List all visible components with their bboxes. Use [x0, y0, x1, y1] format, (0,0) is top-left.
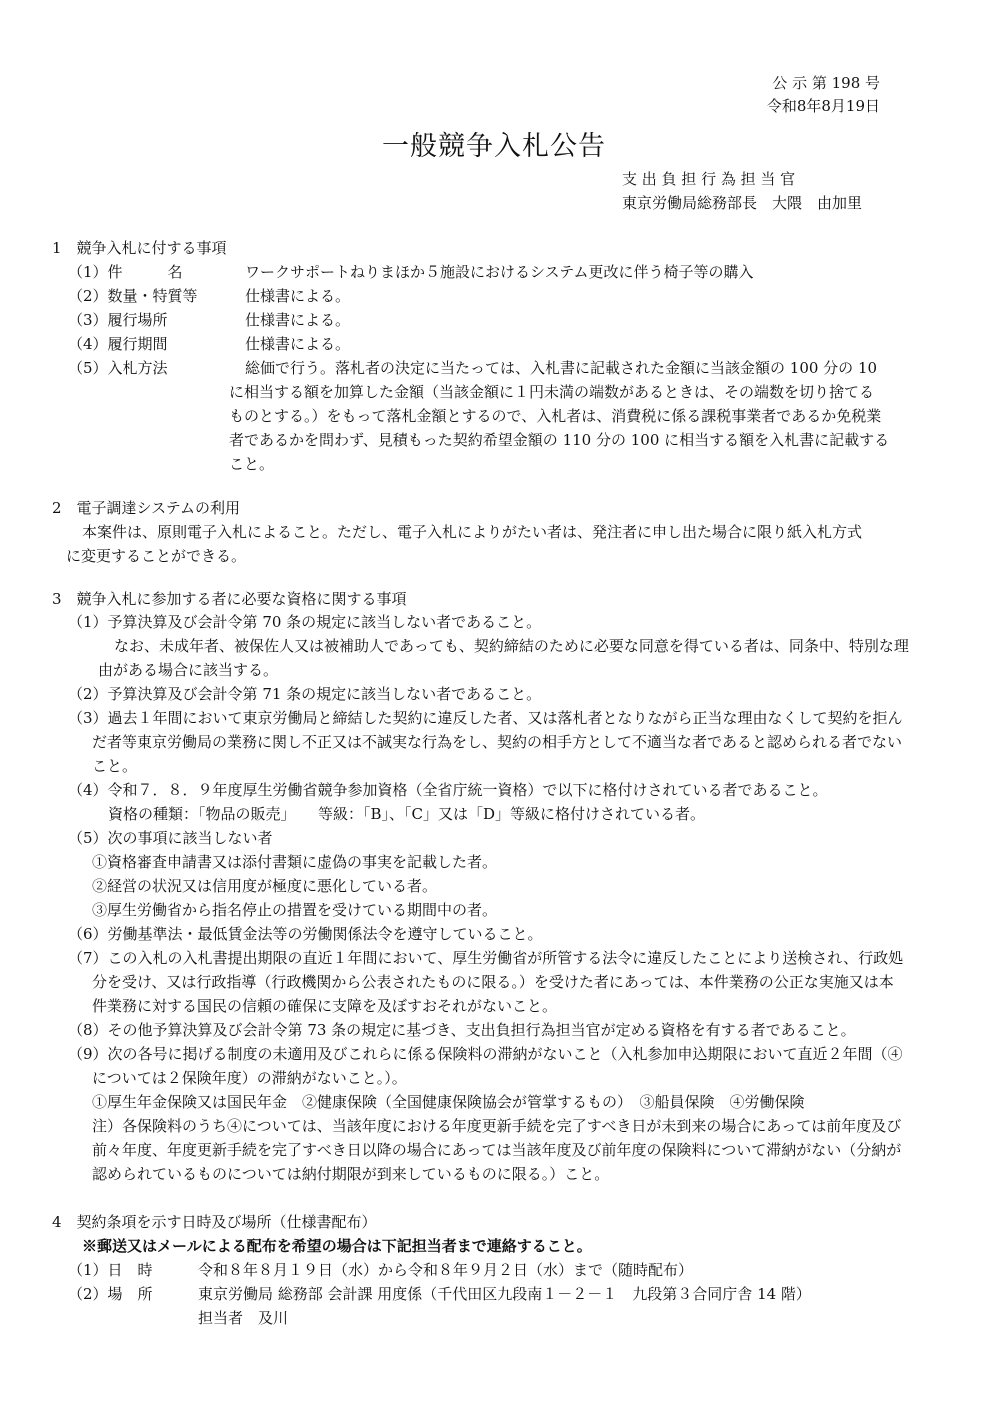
body-line: （1）予算決算及び会計令第 70 条の規定に該当しない者であること。: [68, 613, 542, 631]
body-line: ①厚生年金保険又は国民年金 ②健康保険（全国健康保険協会が管掌するもの） ③船員保険 ④労働保険: [92, 1093, 805, 1111]
date-label: （1）日 時: [68, 1261, 153, 1279]
body-line: 注）各保険料のうち④については、当該年度における年度更新手続を完了すべき日が未到来の場合にあっては前年度及び: [92, 1117, 902, 1135]
item-label: （5）入札方法: [68, 359, 168, 377]
body-line: （3）過去１年間において東京労働局と締結した契約に違反した者、又は落札者となりながら正当な理由なくして契約を拒ん: [68, 709, 903, 727]
notice-date: 令和8年8月19日: [766, 97, 880, 115]
page-title: 一般競争入札公告: [382, 131, 606, 162]
body-line: なお、未成年者、被保佐人又は被補助人であっても、契約締結のために必要な同意を得ている者は、同条中、特別な理: [114, 637, 909, 655]
body-line: ①資格審査申請書又は添付書類に虚偽の事実を記載した者。: [92, 853, 498, 871]
body-line: （6）労働基準法・最低賃金法等の労働関係法令を遵守していること。: [68, 925, 543, 943]
date-text: 令和８年８月１９日（水）から令和８年９月２日（水）まで（随時配布）: [198, 1261, 694, 1279]
item-text: 仕様書による。: [245, 335, 351, 353]
item-label: （3）履行場所: [68, 311, 168, 329]
body-line: （4）令和７．８．９年度厚生労働省競争参加資格（全省庁統一資格）で以下に格付けされている者であること。: [68, 781, 828, 799]
body-line: （2）予算決算及び会計令第 71 条の規定に該当しない者であること。: [68, 685, 542, 703]
method-line: 者であるかを問わず、見積もった契約希望金額の 110 分の 100 に相当する額を入札書に記載する: [229, 431, 890, 449]
body-line: 認められているものについては納付期限が到来しているものに限る。）こと。: [92, 1165, 610, 1183]
body-line: については２保険年度）の滞納がないこと。）。: [92, 1069, 407, 1087]
body-line: （5）次の事項に該当しない者: [68, 829, 273, 847]
body-line: 分を受け、又は行政指導（行政機関から公表されたものに限る。）を受けた者にあっては、本件業務の公正な実施又は本: [92, 973, 894, 991]
method-line: こと。: [229, 455, 275, 473]
item-text: 仕様書による。: [245, 311, 351, 329]
contact-person: 担当者 及川: [198, 1309, 289, 1327]
body-line: こと。: [92, 757, 138, 775]
body-line: だ者等東京労働局の業務に関し不正又は不誠実な行為をし、契約の相手方として不適当な者であると認められる者でない: [92, 733, 903, 751]
item-label: （4）履行期間: [68, 335, 168, 353]
body-line: （9）次の各号に掲げる制度の未適用及びこれらに係る保険料の滞納がないこと（入札参加申込期限において直近２年間（④: [68, 1045, 903, 1063]
section-3-heading: 3 競争入札に参加する者に必要な資格に関する事項: [52, 590, 407, 608]
body-line: 由がある場合に該当する。: [98, 661, 279, 679]
method-line: ものとする。）をもって落札金額とするので、入札者は、消費税に係る課税事業者であるか免税業: [229, 407, 882, 425]
section-2-heading: 2 電子調達システムの利用: [52, 499, 241, 517]
body-line: ③厚生労働省から指名停止の措置を受けている期間中の者。: [92, 901, 498, 919]
notice-number: 公 示 第 198 号: [772, 74, 880, 92]
item-text: 仕様書による。: [245, 287, 351, 305]
body-line: 前々年度、年度更新手続を完了すべき日以降の場合にあっては当該年度及び前年度の保険料について滞納がない（分納が: [92, 1141, 902, 1159]
body-line: （7）この入札の入札書提出期限の直近１年間において、厚生労働省が所管する法令に違反したことにより送検され、行政処: [68, 949, 904, 967]
item-text: 総価で行う。落札者の決定に当たっては、入札書に記載された金額に当該金額の 100 分の 10: [245, 359, 878, 377]
place-label: （2）場 所: [68, 1285, 153, 1303]
item-label: （2）数量・特質等: [68, 287, 198, 305]
delivery-note: ※郵送又はメールによる配布を希望の場合は下記担当者まで連絡すること。: [82, 1237, 592, 1255]
section-4-heading: 4 契約条項を示す日時及び場所（仕様書配布）: [52, 1213, 377, 1231]
method-line: に相当する額を加算した金額（当該金額に１円未満の端数があるときは、その端数を切り捨てる: [229, 383, 875, 401]
body-line: 本案件は、原則電子入札によること。ただし、電子入札によりがたい者は、発注者に申し出た場合に限り紙入札方式: [82, 523, 863, 541]
body-line: ②経営の状況又は信用度が極度に悪化している者。: [92, 877, 438, 895]
section-1-heading: 1 競争入札に付する事項: [52, 239, 227, 257]
body-line: に変更することができる。: [66, 547, 247, 565]
issuer-role: 支 出 負 担 行 為 担 当 官: [622, 170, 796, 188]
body-line: 件業務に対する国民の信頼の確保に支障を及ぼすおそれがないこと。: [92, 997, 558, 1015]
body-line: （8）その他予算決算及び会計令第 73 条の規定に基づき、支出負担行為担当官が定める資格を有する者であること。: [68, 1021, 856, 1039]
body-line: 資格の種類：「物品の販売」 等級：「B」、「C」又は「D」等級に格付けされている者。: [108, 805, 706, 823]
item-text: ワークサポートねりまほか５施設におけるシステム更改に伴う椅子等の購入: [245, 263, 754, 281]
place-text: 東京労働局 総務部 会計課 用度係（千代田区九段南１－２－１ 九段第３合同庁舎 14 階）: [198, 1285, 811, 1303]
issuer-name: 東京労働局総務部長 大隈 由加里: [622, 194, 863, 212]
item-label: （1）件 名: [68, 263, 183, 281]
